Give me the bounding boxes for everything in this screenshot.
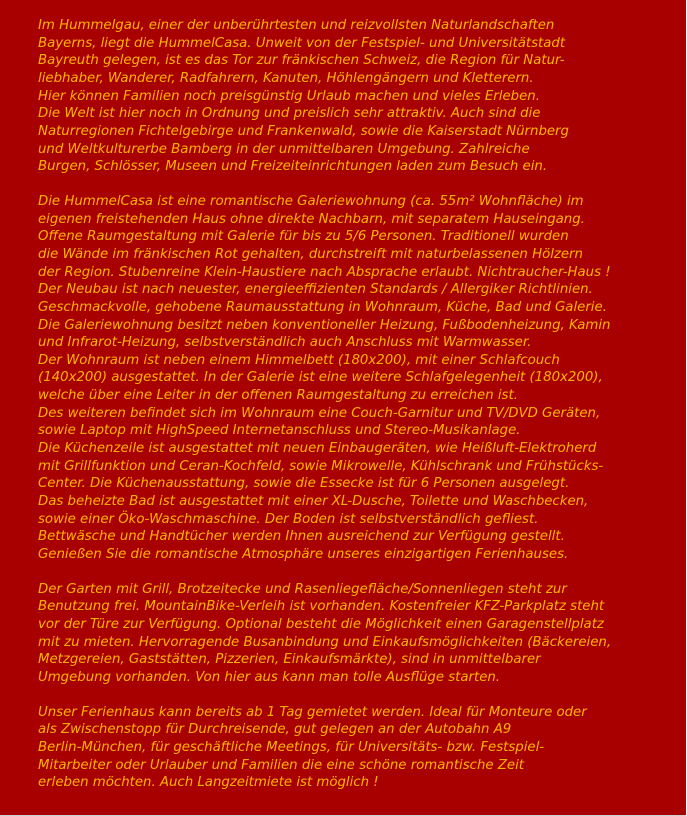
description-text: [38, 17, 687, 809]
text-line: die Wände im fränkischen Rot gehalten, durchstreift mit naturbelassenen Hölzern: [38, 246, 583, 262]
text-line: Bettwäsche und Handtücher werden Ihnen ausreichend zur Verfügung gestellt.: [38, 529, 565, 545]
text-line: mit zu mieten. Hervorragende Busanbindung und Einkaufsmöglichkeiten (Bäckereien,: [38, 634, 612, 650]
paragraph-1: [38, 17, 687, 176]
paragraph-2: [38, 193, 687, 564]
text-line: Das beheizte Bad ist ausgestattet mit einer XL-Dusche, Toilette und Waschbecken,: [38, 494, 589, 510]
text-line: welche über eine Leiter in der offenen Raumgestaltung zu erreichen ist.: [38, 388, 518, 404]
text-line: Der Wohnraum ist neben einem Himmelbett (180x200), mit einer Schlafcouch: [38, 352, 560, 368]
text-line: als Zwischenstopp für Durchreisende, gut gelegen an der Autobahn A9: [38, 722, 512, 738]
text-line: Unser Ferienhaus kann bereits ab 1 Tag gemietet werden. Ideal für Monteure oder: [38, 704, 587, 720]
text-line: vor der Türe zur Verfügung. Optional besteht die Möglichkeit einen Garagenstellplatz: [38, 617, 604, 632]
text-line: Metzgereien, Gaststätten, Pizzerien, Einkaufsmärkte), sind in unmittelbarer: [38, 652, 541, 668]
text-line: Center. Die Küchenausstattung, sowie die Essecke ist für 6 Personen ausgelegt.: [38, 476, 570, 492]
text-line: Die HummelCasa ist eine romantische Galeriewohnung (ca. 55m² Wohnfläche) im: [38, 193, 584, 209]
text-line: Benutzung frei. MountainBike-Verleih ist vorhanden. Kostenfreier KFZ-Parkplatz steht: [38, 599, 605, 615]
text-line: Offene Raumgestaltung mit Galerie für bis zu 5/6 Personen. Traditionell wurden: [38, 229, 569, 245]
text-line: Der Garten mit Grill, Brotzeitecke und Rasenliegefläche/Sonnenliegen steht zur: [38, 581, 567, 597]
paragraph-4: [38, 704, 687, 792]
text-line: erleben möchten. Auch Langzeitmiete ist möglich !: [38, 775, 379, 791]
text-line: Berlin-München, für geschäftliche Meetings, für Universitäts- bzw. Festspiel-: [38, 739, 545, 755]
text-line: Die Welt ist hier noch in Ordnung und preislich sehr attraktiv. Auch sind die: [38, 106, 541, 122]
text-line: Naturregionen Fichtelgebirge und Frankenwald, sowie die Kaiserstadt Nürnberg: [38, 123, 569, 139]
text-line: Im Hummelgau, einer der unberührtesten und reizvollsten Naturlandschaften: [38, 18, 555, 33]
text-line: mit Grillfunktion und Ceran-Kochfeld, sowie Mikrowelle, Kühlschrank und Frühstücks-: [38, 458, 604, 474]
text-line: und Infrarot-Heizung, selbstverständlich auch Anschluss mit Warmwasser.: [38, 335, 532, 351]
text-line: Bayerns, liegt die HummelCasa. Unweit von der Festspiel- und Universitätstadt: [38, 35, 566, 51]
text-line: Burgen, Schlösser, Museen und Freizeiteinrichtungen laden zum Besuch ein.: [38, 159, 548, 175]
text-line: der Region. Stubenreine Klein-Haustiere nach Absprache erlaubt. Nichtraucher-Haus !: [38, 264, 611, 280]
text-line: Genießen Sie die romantische Atmosphäre unseres einzigartigen Ferienhauses.: [38, 547, 569, 563]
text-line: Des weiteren befindet sich im Wohnraum eine Couch-Garnitur und TV/DVD Geräten,: [38, 405, 601, 421]
text-line: Geschmackvolle, gehobene Raumausstattung in Wohnraum, Küche, Bad und Galerie.: [38, 299, 607, 315]
text-line: und Weltkulturerbe Bamberg in der unmittelbaren Umgebung. Zahlreiche: [38, 141, 530, 157]
text-line: eigenen freistehenden Haus ohne direkte Nachbarn, mit separatem Hauseingang.: [38, 211, 585, 227]
text-line: Mitarbeiter oder Urlauber und Familien die eine schöne romantische Zeit: [38, 757, 525, 773]
text-line: (140x200) ausgestattet. In der Galerie ist eine weitere Schlafgelegenheit (180x200),: [38, 370, 603, 386]
text-line: Bayreuth gelegen, ist es das Tor zur fränkischen Schweiz, die Region für Natur-: [38, 53, 565, 69]
text-line: Der Neubau ist nach neuester, energieeffizienten Standards / Allergiker Richtlinien.: [38, 282, 593, 298]
text-line: liebhaber, Wanderer, Radfahrern, Kanuten, Höhlengängern und Kletterern.: [38, 70, 534, 86]
paragraph-3: [38, 581, 687, 687]
text-line: Die Küchenzeile ist ausgestattet mit neuen Einbaugeräten, wie Heißluft-Elektroherd: [38, 441, 597, 457]
text-line: Umgebung vorhanden. Von hier aus kann man tolle Ausflüge starten.: [38, 669, 501, 685]
text-line: Die Galeriewohnung besitzt neben konventioneller Heizung, Fußbodenheizung, Kamin: [38, 317, 611, 333]
text-line: sowie Laptop mit HighSpeed Internetanschluss und Stereo-Musikanlage.: [38, 423, 521, 439]
text-line: Hier können Familien noch preisgünstig Urlaub machen und vieles Erleben.: [38, 88, 540, 104]
text-line: sowie einer Öko-Waschmaschine. Der Boden ist selbstverständlich gefliest.: [38, 511, 539, 527]
